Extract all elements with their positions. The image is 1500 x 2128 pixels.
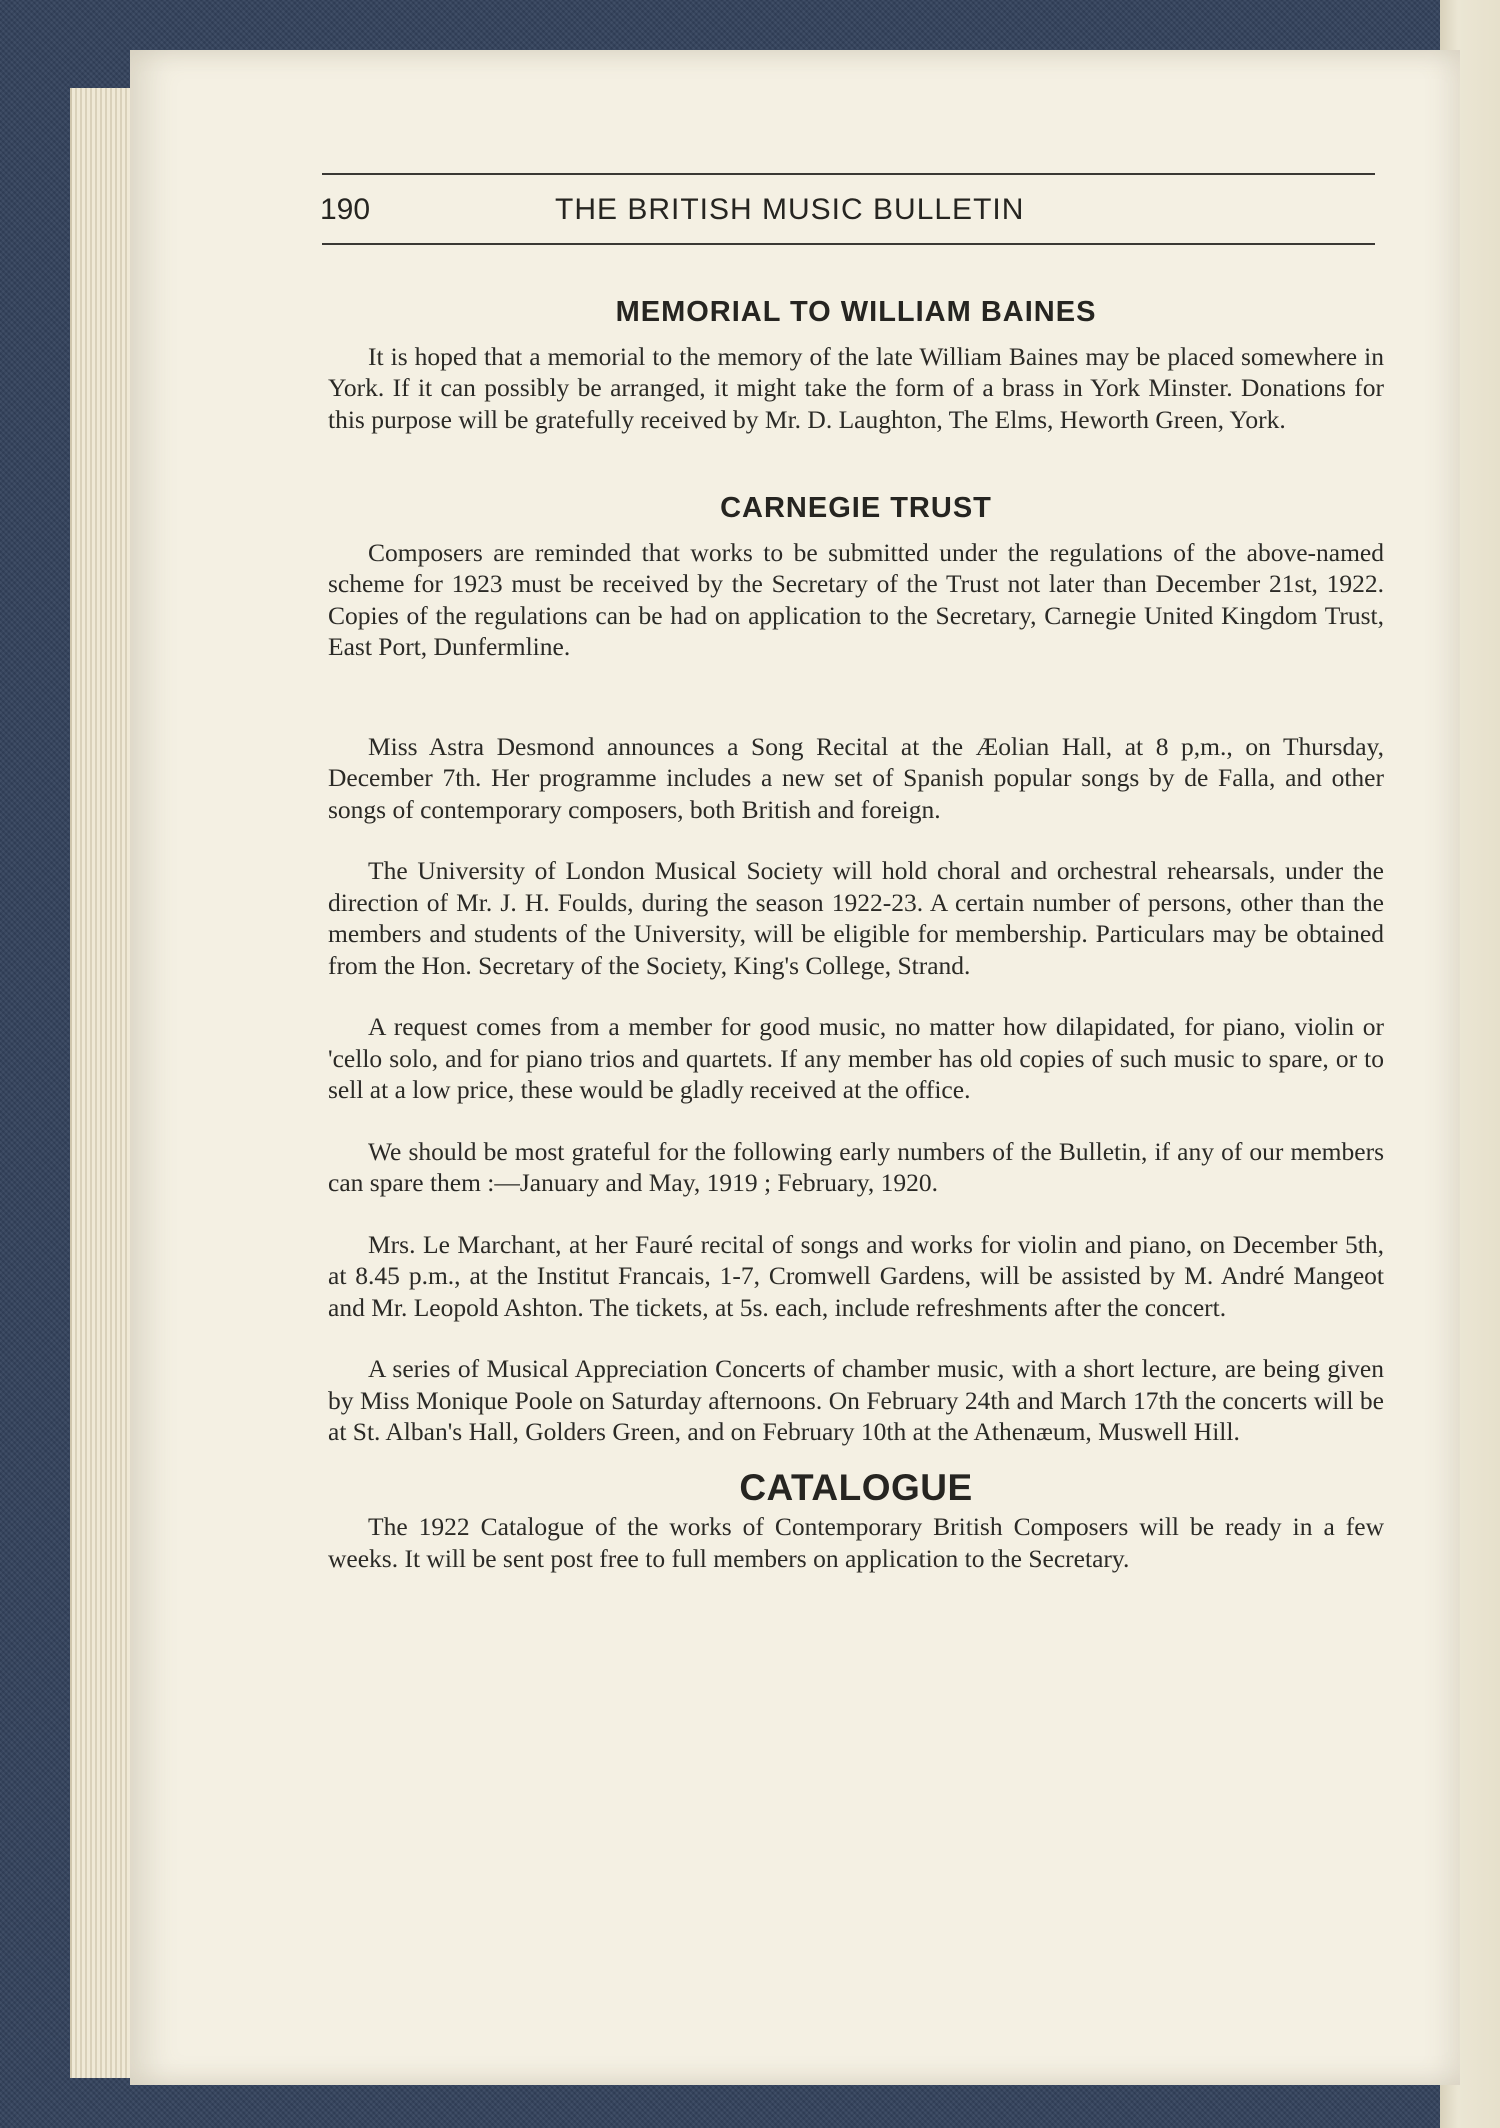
page-header <box>320 193 1380 233</box>
notice-paragraph-university: The University of London Musical Society will hold choral and orchestral rehearsals, under the direction of Mr. J. H. Foulds, during the season 1922-23. A certain number of persons, other than the members and students of the University, will be eligible for membership. Particulars may be obtained from the Hon. Secretary of the Society, King's College, Strand. <box>328 856 1384 980</box>
memorial-heading: MEMORIAL TO WILLIAM BAINES <box>615 296 1097 328</box>
page-content <box>328 297 1384 1574</box>
catalogue-heading: CATALOGUE <box>739 1466 973 1508</box>
notice-paragraph-desmond: Miss Astra Desmond announces a Song Recital at the Æolian Hall, at 8 p,m., on Thursday, December 7th. Her programme includes a new set of Spanish popular songs by de Falla, and other songs of contemporary composers, both British and foreign. <box>328 731 1384 824</box>
header-rule-top <box>322 173 1375 175</box>
carnegie-heading: CARNEGIE TRUST <box>720 492 992 524</box>
page-number: 190 <box>320 193 371 226</box>
notice-paragraph-appreciation-concerts: A series of Musical Appreciation Concerts of chamber music, with a short lecture, are being given by Miss Monique Poole on Saturday afternoons. On February 24th and March 17th the concerts will be at St. Alban's Hall, Golders Green, and on February 10th at the Athenæum, Muswell Hill. <box>328 1354 1384 1446</box>
header-rule-bottom <box>322 243 1375 245</box>
carnegie-paragraph: Composers are reminded that works to be submitted under the regulations of the above-named scheme for 1923 must be received by the Secretary of the Trust not later than December 21st, 1922. Copies of the regulations can be had on application to the Secretary, Carnegie United Kingdom Trust, East Port, Dunfermline. <box>328 537 1384 661</box>
notice-paragraph-bulletin-numbers: We should be most grateful for the following early numbers of the Bulletin, if any of our members can spare them :—January and May, 1919 ; February, 1920. <box>328 1136 1384 1197</box>
catalogue-paragraph: The 1922 Catalogue of the works of Contemporary British Composers will be ready in a few weeks. It will be sent post free to full members on application to the Secretary. <box>328 1512 1384 1573</box>
memorial-paragraph: It is hoped that a memorial to the memory of the late William Baines may be placed somewhere in York. If it can possibly be arranged, it might take the form of a brass in York Minster. Donations for this purpose will be gratefully received by Mr. D. Laughton, The Elms, Heworth Green, York. <box>328 341 1384 434</box>
running-head: THE BRITISH MUSIC BULLETIN <box>555 193 1025 226</box>
notice-paragraph-music-request: A request comes from a member for good music, no matter how dilapidated, for piano, violin or 'cello solo, and for piano trios and quartets. If any member has old copies of such music to spare, or to sell at a low price, these would be gladly received at the office. <box>328 1012 1384 1104</box>
notice-paragraph-le-marchant: Mrs. Le Marchant, at her Fauré recital of songs and works for violin and piano, on December 5th, at 8.45 p.m., at the Institut Francais, 1-7, Cromwell Gardens, will be assisted by M. André Mangeot and Mr. Leopold Ashton. The tickets, at 5s. each, include refreshments after the concert. <box>328 1229 1384 1322</box>
